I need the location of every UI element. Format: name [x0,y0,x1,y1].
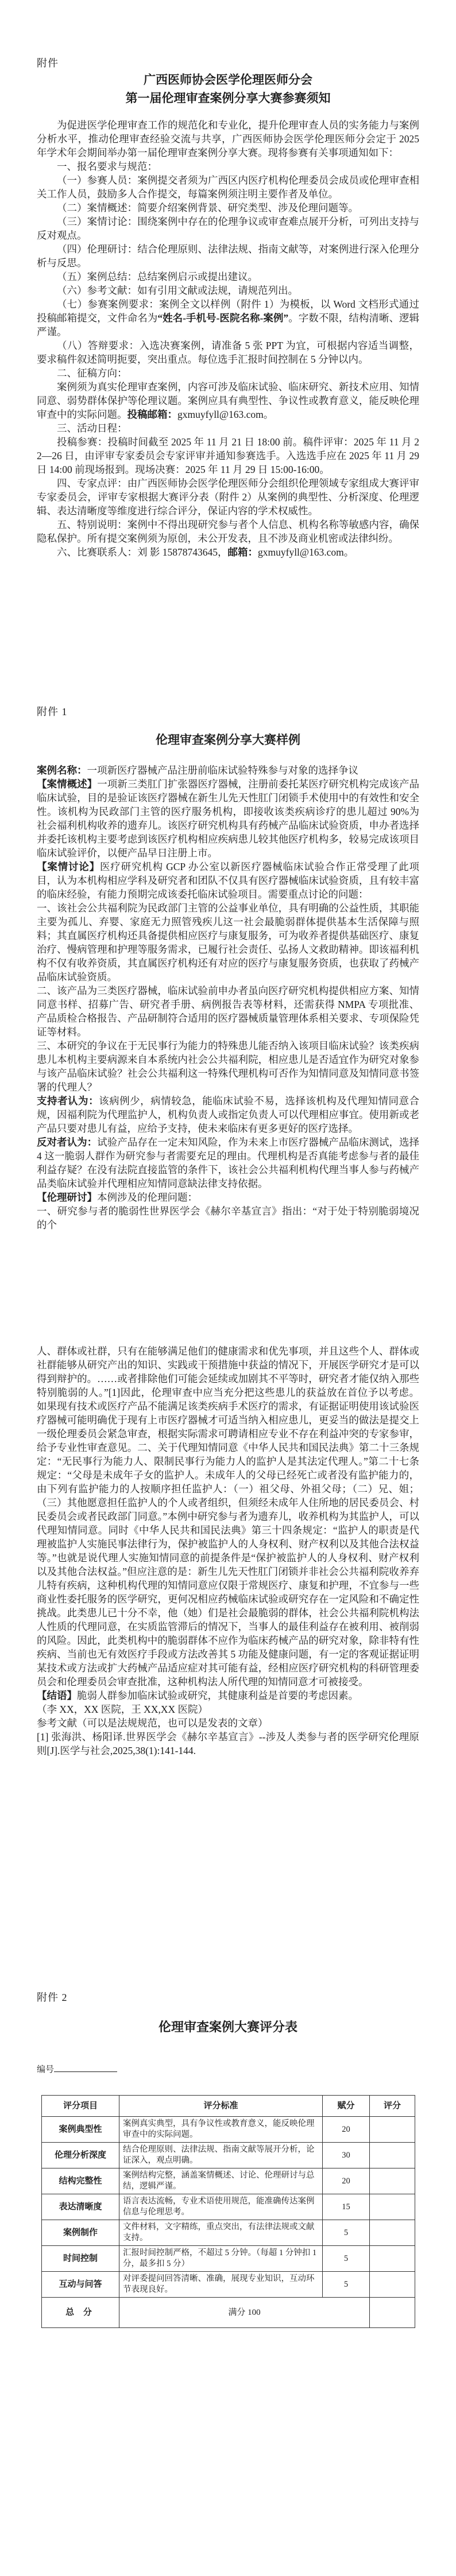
text-run: 四、专家点评：由广西医师协会医学伦理医师分会组织伦理领域专家组成大赛评审专家委员会，评审专家根据大赛评分表（附件 2）从案例的典型性、分析深度、伦理逻辑、表达清晰度等维度进行综合评分，保证内容的学术权威性。 [37,478,419,517]
text-run: 脆弱人群参加临床试验或研究，其健康利益是首要的考虑因素。 [77,1690,358,1701]
score-table-body [42,2096,415,2328]
score-points-cell: 20 [323,2168,370,2194]
notice-title-line2: 第一届伦理审查案例分享大赛参赛须知 [125,91,331,105]
text-run: 三、本研究的争议在于无民事行为能力的特殊患儿能否纳入该项目临床试验？该类疾病患儿本机构主要病源来自本系统内社会公共福利院，相应患儿是否适宜作为研究对象参与该产品临床试验？社会公共福利这一特殊代理机构可否作为知情同意及知情同意书签署的代理人？ [37,1040,419,1093]
paragraph [37,777,419,860]
score-table-header-cell: 评分 [370,2096,415,2117]
paragraph [37,339,419,366]
paragraph [37,284,419,297]
score-criteria-cell: 汇报时间控制严格，不超过 5 分钟。（每超 1 分钟扣 1 分，最多扣 5 分） [119,2246,323,2272]
text-run: （二）案情概述：简要介绍案例背景、研究类型、涉及伦理问题等。 [57,202,358,214]
text-run: gxmuyfyll@163.com。 [177,409,274,420]
score-table-header-cell: 评分标准 [119,2096,323,2117]
score-table [41,2095,415,2328]
paragraph [37,1689,419,1702]
text-run: （一）参赛人员：案例提交者须为广西区内医疗机构伦理委员会成员或伦理审查相关工作人员，鼓励多人合作提交，每篇案例须注明主要作者及单位。 [37,174,419,200]
bold-text-run: “姓名-手机号-医院名称-案例” [157,312,289,324]
score-value-cell [370,2168,415,2194]
score-item-cell: 时间控制 [42,2246,119,2272]
text-run: 案例须为真实伦理审查案例，内容可涉及临床试验、临床研究、新技术应用、知情同意、弱势群体保护等伦理议题。案例应具有典型性、争议性或教育意义，能反映伦理审查中的实际问题。 [37,381,419,420]
paragraph [37,1094,419,1135]
score-table-row [42,2246,415,2272]
score-item-cell: 互动与问答 [42,2272,119,2298]
paragraph [37,1039,419,1094]
paragraph [37,242,419,270]
paragraph [37,421,419,435]
score-criteria-cell: 文件材料，文字精练，重点突出，有法律法规或文献支持。 [119,2220,323,2246]
attachment-label-notice: 附件 [37,57,59,69]
bold-text-run: 【案情讨论】 [37,861,100,872]
text-run: 投稿参赛：投稿时间截至 2025 年 11 月 21 日 18:00 前。稿件评审：2025 年 11 月 22—26 日，由评审专家委员会专家评审并通知参赛选手。入选选手应在 2025 年 11 月 29 日 14:00 前现场报到。现场决赛：2025 年 11 月 29 日 15:00-16:00。 [37,436,419,475]
paragraph [37,763,419,777]
text-run: 二、征稿方向： [57,367,127,379]
score-table-header-row [42,2096,415,2117]
total-criteria-cell: 满分 100 [119,2298,370,2328]
notice-body [37,118,419,559]
paragraph [37,201,419,215]
score-criteria-cell: 案例结构完整，涵盖案情概述、讨论、伦理研讨与总结，逻辑严谨。 [119,2168,323,2194]
text-run: （三）案情讨论：围绕案例中存在的伦理争议或审查难点展开分析，可列出支持与反对观点。 [37,216,419,241]
bold-text-run: 反对者认为： [37,1136,98,1148]
paragraph [37,366,419,380]
text-run: 本例涉及的伦理问题： [97,1192,198,1203]
attachment-label-score-sheet: 附件 2 [37,1992,68,2003]
text-run: （七）参赛案例要求：案例全文以样例（附件 1）为模板，以 Word 文档形式通过投稿邮箱提交，文件命名为 [37,298,419,324]
bold-text-run: 【案情概述】 [37,778,98,790]
notice-title-line1: 广西医师协会医学伦理医师分会 [144,73,312,87]
attachment-label-sample: 附件 1 [37,706,68,717]
score-table-row [42,2220,415,2246]
bold-text-run: 案例名称： [37,765,87,776]
score-table-row [42,2143,415,2168]
paragraph [37,1204,419,1232]
sample-body-page3 [37,1344,419,1758]
text-run: 参考文献（可以是法规规范，也可以是发表的文章） [37,1717,268,1729]
paragraph [37,118,419,160]
score-points-cell: 30 [323,2143,370,2168]
score-points-cell: 15 [323,2194,370,2220]
score-item-cell: 案例典型性 [42,2117,119,2143]
paragraph [37,901,419,984]
text-run: （六）参考文献：如有引用文献或法规，请规范列出。 [57,285,298,296]
text-run: 一、报名要求与规范： [57,161,157,172]
score-item-cell: 结构完整性 [42,2168,119,2194]
paragraph [37,160,419,173]
score-table-row [42,2168,415,2194]
score-table-header-cell: 评分项目 [42,2096,119,2117]
score-table-row [42,2272,415,2298]
text-run: 医疗研究机构 GCP 办公室以新医疗器械临床试验合作正常受理了此项目，认为本机构相应学科及研究者和团队不仅具有医疗器械临床试验资质，且有较丰富的临床经验，有能力预期完成该委托临床试验项目。需要重点讨论的问题： [37,861,419,900]
paragraph [37,380,419,421]
paragraph [37,545,419,559]
paragraph [37,173,419,201]
bold-text-run: 【结语】 [37,1690,77,1701]
score-item-cell: 案例制作 [42,2220,119,2246]
text-run: 一、研究参与者的脆弱性世界医学会《赫尔辛基宣言》指出：“对于处于特别脆弱境况的个 [37,1205,419,1231]
number-blank-line [54,2063,117,2072]
score-criteria-cell: 案例真实典型，具有争议性或教育意义，能反映伦理审查中的实际问题。 [119,2117,323,2143]
paragraph [37,297,419,339]
paragraph [37,518,419,545]
paragraph [37,1190,419,1204]
score-value-cell [370,2272,415,2298]
paragraph [37,1135,419,1190]
text-run: 一项新三类肛门扩张器医疗器械，注册前委托某医疗研究机构完成该产品临床试验，目的是验证该医疗器械在新生儿先天性肛门闭锁手术使用中的有效性和安全性。该机构为民政部门主管的医疗服务机构，即接收该类疾病诊疗的患儿超过 90%为社会福利机构收养的遗弃儿。该医疗研究机构具有药械产品临床试验资质，申办者选择并委托该机构主要考虑到该医疗机构相应疾病患儿较其他医疗机构多，较易完成该项目临床试验评价，以便产品早日注册上市。 [37,778,420,859]
score-points-cell: 5 [323,2246,370,2272]
score-value-cell [370,2143,415,2168]
text-run: gxmuyfyll@163.com。 [258,546,354,558]
text-run: （八）答辩要求：入选决赛案例，请准备 5 张 PPT 为宜，可根据内容适当调整，要求稿件叙述简明扼要，突出重点。每位选手汇报时间控制在 5 分钟以内。 [37,340,419,365]
bold-text-run: 支持者认为： [37,1095,99,1107]
text-run: 二、该产品为三类医疗器械，临床试验前申办者虽向医疗研究机构提供相应方案、知情同意书样、招募广告、研究者手册、病例报告表等材料，还需获得 NMPA 专项批准、产品质检合格报告、产品研制符合适用的医疗器械质量管理体系相关要求、专项保险凭证等材料。 [37,985,419,1038]
text-run: （五）案例总结：总结案例启示或提出建议。 [57,271,258,282]
paragraph [37,215,419,242]
total-label-cell: 总 分 [42,2298,119,2328]
score-table-row [42,2117,415,2143]
score-criteria-cell: 结合伦理原则、法律法规、指南文献等展开分析，论证深入，观点明确。 [119,2143,323,2168]
score-value-cell [370,2194,415,2220]
score-points-cell: 5 [323,2272,370,2298]
sample-title: 伦理审查案例分享大赛样例 [156,733,300,747]
text-run: 该病例少，病情较急，能临床试验不易，选择该机构及代理知情同意合规，因福利院为代理监护人，机构负责人或指定负责人可以代理相应事宜。使用新或老产品只要对患儿有益，应给予支持，使未来临床有更多更好的医疗选择。 [37,1095,420,1134]
paragraph [37,860,419,901]
text-run: 六、比赛联系人：刘 影 15878743645， [57,546,228,558]
number-label: 编号 [37,2065,55,2074]
total-score-cell [370,2298,415,2328]
score-value-cell [370,2220,415,2246]
score-sheet-title: 伦理审查案例大赛评分表 [158,2020,297,2034]
text-run: （李 XX，XX 医院，王 XX,XX 医院） [37,1704,208,1715]
bold-text-run: 投稿邮箱： [127,409,177,420]
score-criteria-cell: 语言表达流畅，专业术语使用规范，能准确传达案例信息与伦理思考。 [119,2194,323,2220]
score-value-cell [370,2246,415,2272]
paragraph [37,476,419,518]
text-run: 。字数不限，结构清晰、逻辑严谨。 [37,312,420,337]
score-table-wrapper [41,2095,415,2328]
score-criteria-cell: 对评委提问回答清晰、准确，展现专业知识，互动环节表现良好。 [119,2272,323,2298]
paragraph [37,1730,419,1758]
text-run: 试验产品存在一定未知风险，作为未来上市医疗器械产品临床测试，选择 4 这一脆弱人群作为研究参与者需要充足的理由。代理机构是否真能考虑参与者的最佳利益存疑？在没有法院直接监管的条件下，该社会公共福利机构代理当事人参与药械产品类临床试验并代理相应知情同意缺法律支持依据。 [37,1136,420,1189]
score-sheet-number-line [37,2063,117,2075]
paragraph [37,1344,419,1689]
score-value-cell [370,2117,415,2143]
paragraph [37,984,419,1039]
text-run: （四）伦理研讨：结合伦理原则、法律法规、指南文献等，对案例进行深入伦理分析与反思。 [37,243,419,269]
score-item-cell: 伦理分析深度 [42,2143,119,2168]
text-run: 人、群体或社群，只有在能够满足他们的健康需求和优先事项，并且这些个人、群体或社群能够从研究产出的知识、实践或干预措施中获益的情况下，开展医学研究才是可以得到辩护的。……或者排除他们可能会延续或加剧其不平等时，研究者才能仅纳入那些特别脆弱的人。”[1]因此，伦理审查中应当充分把这些患儿的获益放在首位予以考虑。如果现有技术或医疗产品不能满足该类疾病手术医疗的需求，有证据证明使用该试验医疗器械可能明确优于现有上市医疗器械才可适当纳入相应患儿，更妥当的做法是提交上一级伦理委员会紧急审查，根据实际需求可聘请相应专业不存在利益冲突的专家参审，给予专业性审查意见。二、关于代理知情同意《中华人民共和国民法典》第二十三条规定：“无民事行为能力人、限制民事行为能力人的监护人是其法定代理人。”第二十七条规定：“父母是未成年子女的监护人。未成年人的父母已经死亡或者没有监护能力的，由下列有监护能力的人按顺序担任监护人：（一）祖父母、外祖父母；（二）兄、姐；（三）其他愿意担任监护人的个人或者组织，但须经未成年人住所地的居民委员会、村民委员会或者民政部门同意。”本例中研究参与者为遗弃儿，收养机构为其监护人，可以代理知情同意。同时《中华人民共和国民法典》第三十四条规定：“监护人的职责是代理被监护人实施民事法律行为，保护被监护人的人身权利、财产权利以及其他合法权益等。”也就是说代理人实施知情同意的前提条件是“保护被监护人的人身权利、财产权利以及其他合法权益。”但应注意的是：新生儿先天性肛门闭锁并非社会公共福利院收养弃儿特有疾病，这种机构代理的知情同意应仅限于常规医疗、康复和护理，不宜参与一些商业性委托服务的医学研究，更何况相应药械临床试验或研究存在一定风险和不确定性挑战。此类患儿已十分不幸，他（她）们是社会最脆弱的群体，社会公共福利院机构法人性质的代理同意，在实质监管滞后的情况下，当事人的最佳利益存在被利用、被削弱的风险。因此，此类机构中的脆弱群体不应作为临床药械产品的研究对象，除非特有性疾病、当前也无有效医疗手段或方法改善其 5 功能及健康问题，有一定的客观证据证明某技术或方法或扩大药械产品适应症对其可能有益，经相应医疗研究机构的科研管理委员会和伦理委员会审查批准，这种机构法人所代理的知情同意才可被接受。 [37,1345,419,1687]
text-run: 五、特别说明：案例中不得出现研究参与者个人信息、机构名称等敏感内容，确保隐私保护。所有提交案例须为原创，未公开发表，且不涉及商业机密或法律纠纷。 [37,519,419,544]
score-table-total-row [42,2298,415,2328]
score-points-cell: 5 [323,2220,370,2246]
score-table-header-cell: 赋分 [323,2096,370,2117]
text-run: 为促进医学伦理审查工作的规范化和专业化，提升伦理审查人员的实务能力与案例分析水平，推动伦理审查经验交流与共享，广西医师协会医学伦理医师分会定于 2025 年学术年会期间举办第一届伦理审查案例分享大赛。现将参赛有关事项通知如下： [37,119,419,158]
bold-text-run: 邮箱： [227,546,258,558]
text-run: 一、该社会公共福利院为民政部门主管的公益事业单位，具有明确的公益性质，其职能主要为孤儿、弃婴、家庭无力照管残疾儿这一社会最脆弱群体提供基本生活保障与照料；其直属医疗机构还具备提供相应医疗与康复服务，可为收养者提供基础医疗、康复治疗、慢病管理和护理等服务需求，已履行社会责任、弘扬人文救助精神。即该福利机构不仅有收养资质，其直属医疗机构还有对应的医疗与康复服务资质，也获取了药械产品临床试验资质。 [37,902,419,983]
paragraph [37,1716,419,1730]
paragraph [37,435,419,476]
sample-body-page2 [37,763,419,1232]
text-run: [1] 张海洪、杨阳译.世界医学会《赫尔辛基宣言》--涉及人类参与者的医学研究伦理原则[J].医学与社会,2025,38(1):141-144. [37,1731,419,1756]
text-run: 三、活动日程： [57,422,127,434]
text-run: 一项新医疗器械产品注册前临床试验特殊参与对象的选择争议 [87,765,358,776]
paragraph [37,270,419,284]
score-points-cell: 20 [323,2117,370,2143]
paragraph [37,1702,419,1716]
score-item-cell: 表达清晰度 [42,2194,119,2220]
score-table-row [42,2194,415,2220]
bold-text-run: 【伦理研讨】 [37,1192,97,1203]
